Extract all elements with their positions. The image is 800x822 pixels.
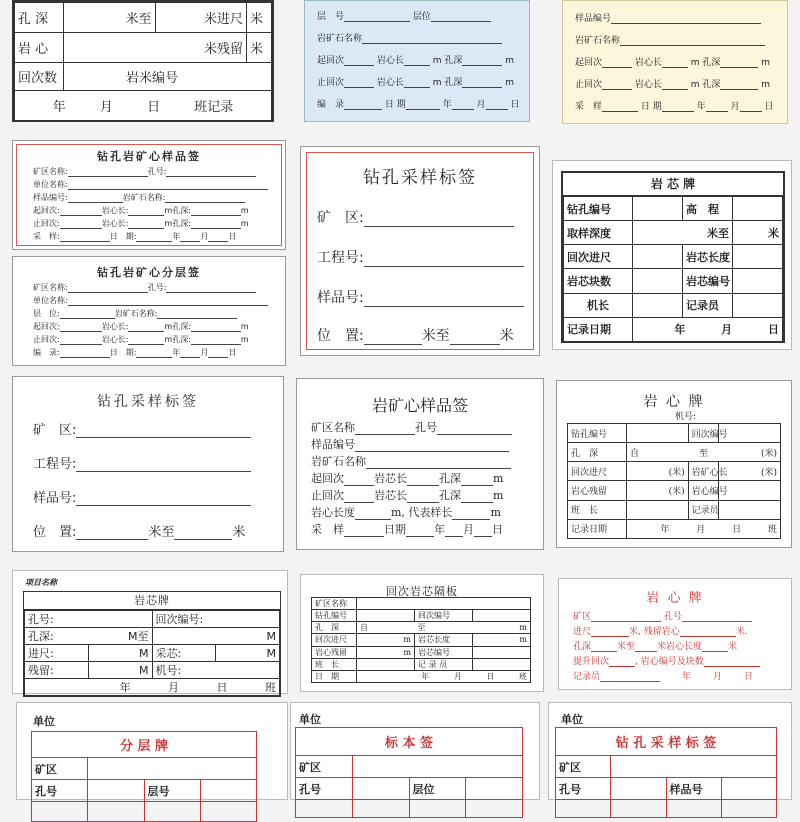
text-meters: (米)	[627, 462, 689, 481]
line-rock-name: 岩矿石名称	[575, 33, 787, 46]
month: 月	[99, 100, 113, 115]
line-mine-name: 矿区名称: 孔号:	[33, 282, 285, 293]
text-m-to: 米至	[633, 221, 733, 245]
label-core-number: 岩米编号	[64, 63, 272, 91]
label-shift-leader: 班 长	[568, 500, 627, 519]
unit-label: 单位	[561, 713, 583, 726]
card-core-layer-label	[12, 256, 286, 366]
line-sample-number: 样品编号: 岩矿石名称:	[33, 192, 285, 203]
line-end-run: 止回次: 岩心长: m孔深: m	[33, 219, 249, 228]
line-record-date: 编 录 日 期 年 月 日	[317, 100, 520, 110]
line-sample-date: 采 样 日 期 年 月 日	[575, 102, 774, 112]
label-run-footage: 回次进尺	[568, 462, 627, 481]
line-end-run: 止回次 岩心长 m 孔深 m	[317, 78, 515, 88]
label-record-date: 记录日期	[568, 519, 627, 538]
text-m: M	[152, 628, 280, 645]
card-drill-sampling-label	[300, 146, 540, 356]
line-recorder-date: 记录员 年 月 日	[573, 672, 754, 682]
label-recorder: 记录员	[688, 500, 719, 519]
line-rock-name: 岩矿石名称	[317, 31, 529, 44]
card-title: 分 层 牌	[32, 732, 257, 758]
label-hole-number: 钻孔编号	[312, 610, 357, 622]
text-m-footage: 米进尺	[155, 3, 247, 33]
text-to: 至	[415, 622, 473, 634]
label-core-length: 岩芯长度	[683, 245, 733, 269]
line-position: 位 置: 米至 米	[33, 525, 246, 540]
text-m: m	[357, 646, 415, 658]
label-core-number: 岩芯编号	[683, 269, 733, 293]
label-run-footage: 回次进尺	[312, 634, 357, 646]
date-cells: 年 月 日 班	[357, 670, 531, 682]
card-layer-label-blue	[304, 0, 530, 122]
unit-label: 单位	[33, 715, 55, 728]
card-title: 岩 芯 牌	[563, 173, 783, 196]
card-sample-label-yellow	[562, 0, 788, 124]
card-title: 岩矿心样品签	[371, 396, 468, 415]
label-date: 日 期	[312, 670, 357, 682]
label-footage: 进尺:	[25, 645, 89, 662]
label-hole-number: 孔号	[556, 778, 611, 800]
line-mine-name: 矿区名称: 孔号:	[33, 166, 285, 177]
line-start-run: 起回次 岩芯长 孔深 m	[311, 472, 504, 485]
label-recorder: 记 录 员	[415, 658, 473, 670]
text-m: m	[357, 634, 415, 646]
card-drill-sampling-tag-red	[548, 702, 792, 800]
text-meters: (米)	[719, 462, 781, 481]
card-title: 钻 孔 采 样 标 签	[556, 728, 777, 756]
line-unit-name: 单位名称:	[33, 179, 285, 190]
line-project-number: 工程号:	[33, 453, 283, 472]
card-title: 钻孔岩矿心分层签	[97, 266, 201, 279]
text-from: 自	[627, 443, 658, 462]
line-start-run: 起回次 岩心长 m 孔深 m	[317, 56, 515, 66]
card-core-record	[12, 0, 274, 122]
card-title: 钻孔采样标签	[363, 168, 477, 188]
label-machine-number: 机号:	[152, 662, 280, 679]
label-elevation: 高 程	[683, 197, 733, 221]
text-m: m	[473, 634, 531, 646]
line-lift-run: 提升回次 , 岩心编号及块数	[573, 654, 791, 667]
label-core-number: 岩心编号	[688, 481, 719, 500]
line-sample-number: 样品号:	[33, 487, 283, 506]
label-hole-number: 钻孔编号	[568, 424, 627, 443]
label-run-number: 回次编号:	[152, 611, 280, 628]
label-shift-leader: 班 长	[312, 658, 357, 670]
card-core-tag-red	[558, 578, 792, 690]
date-line: 年 月 日 班	[25, 679, 280, 696]
card-run-core-divider	[300, 574, 544, 692]
label-run-footage: 回次进尺	[564, 245, 633, 269]
label-core-residual: 岩心残留	[312, 646, 357, 658]
label-hole-depth: 孔 深	[312, 622, 357, 634]
label-hole-number: 孔号	[32, 780, 88, 802]
card-title: 钻孔岩矿心样品签	[97, 150, 201, 163]
label-sample-depth: 取样深度	[564, 221, 633, 245]
line-mine-name: 矿区名称 孔号	[311, 419, 543, 435]
card-title: 岩 心 牌	[646, 591, 704, 606]
label-run-number: 回次编号	[415, 610, 473, 622]
line-sample-number: 样品编号	[311, 436, 543, 452]
label-core-pieces: 岩芯块数	[564, 269, 633, 293]
date-cells: 年 月 日 班	[627, 519, 781, 538]
text-from: 自	[357, 622, 415, 634]
card-title: 岩 心 牌	[643, 394, 705, 410]
project-name: 项目名称	[25, 578, 57, 587]
label-hole-depth: 孔 深	[568, 443, 627, 462]
line-sample-number: 样品编号	[575, 11, 787, 24]
line-sample-date: 采 样 日期 年 月 日	[311, 523, 503, 536]
line-sample-number: 样品号:	[317, 287, 539, 307]
text-m: m	[473, 622, 531, 634]
line-mine: 矿 区:	[317, 207, 539, 227]
card-title: 钻孔采样标签	[97, 394, 199, 410]
line-sample-date: 采 样: 日 期: 年 月 日	[33, 232, 237, 241]
label-layer-number: 层号	[144, 780, 200, 802]
year: 年	[52, 100, 66, 115]
card-title: 回次岩芯隔板	[386, 585, 458, 598]
line-start-run: 起回次: 岩心长: m孔深: m	[33, 206, 249, 215]
card-core-sample-label	[12, 140, 286, 250]
label-core-length: 岩矿心长	[688, 462, 719, 481]
label-core-number: 岩芯编号	[415, 646, 473, 658]
label-core: 岩 心	[15, 33, 64, 63]
line-mine: 矿 区:	[33, 419, 283, 438]
label-captain: 机长	[564, 293, 633, 317]
line-end-run: 止回次 岩心长 m 孔深 m	[575, 80, 771, 90]
label-core-length: 岩芯长度	[415, 634, 473, 646]
label-core-residual: 岩心残留	[568, 481, 627, 500]
day: 日	[147, 100, 161, 115]
line-end-run: 止回次: 岩心长: m孔深: m	[33, 335, 249, 344]
text-m: M	[88, 645, 152, 662]
card-core-tag	[552, 160, 792, 350]
label-sample-number: 样品号	[666, 778, 721, 800]
line-unit-name: 单位名称:	[33, 295, 285, 306]
label-run-number: 回次编号	[688, 424, 719, 443]
label-record-date: 记录日期	[564, 317, 633, 341]
line-hole-depth: 孔深 米至 米岩心长度 米	[573, 642, 738, 652]
text-m: 米	[247, 33, 272, 63]
text-m-to: 米至	[64, 3, 156, 33]
line-hole-depth: 孔深: M至	[25, 628, 153, 645]
card-core-tag-handwritten	[12, 570, 288, 694]
line-layer: 层 位: 岩矿石名称:	[33, 308, 285, 319]
line-project-number: 工程号:	[317, 247, 539, 267]
label-mine-name: 矿区名称	[312, 598, 357, 610]
label-core-taken: 采芯:	[152, 645, 216, 662]
line-record-date: 编 录: 日 期: 年 月 日	[33, 348, 237, 357]
line-start-run: 起回次 岩心长 m 孔深 m	[575, 58, 771, 68]
machine-number: 机号:	[675, 412, 697, 422]
line-start-run: 起回次: 岩心长: m孔深: m	[33, 322, 249, 331]
unit-label: 单位	[299, 713, 321, 726]
label-run-count: 回次数	[15, 63, 64, 91]
line-core-length: 岩心长度 m, 代表样长 m	[311, 506, 501, 519]
text-meters: (米)	[750, 443, 781, 462]
card-core-tag-serif	[556, 380, 792, 548]
label-residual: 残留:	[25, 662, 89, 679]
card-specimen-tag-red	[290, 702, 540, 800]
label-recorder: 记录员	[683, 293, 733, 317]
label-hole-number: 孔号:	[25, 611, 153, 628]
label-hole-depth: 孔 深	[15, 3, 64, 33]
label-mine: 矿区	[296, 756, 353, 778]
label-mine: 矿区	[556, 756, 611, 778]
text-m: M	[88, 662, 152, 679]
line-end-run: 止回次 岩芯长 孔深 m	[311, 489, 504, 502]
label-mine: 矿区	[32, 758, 88, 780]
date-line	[15, 91, 272, 121]
text-meters: (米)	[627, 481, 689, 500]
shift-record: 班记录	[194, 100, 234, 115]
card-title: 岩芯牌	[24, 592, 280, 610]
line-mine: 矿区 孔号	[573, 609, 791, 622]
card-drill-sampling-label-2	[12, 376, 284, 552]
text-to: 至	[657, 443, 749, 462]
line-rock-name: 岩矿石名称	[311, 453, 543, 469]
text-m-residual: 米残留	[64, 33, 247, 63]
text-m: 米	[247, 3, 272, 33]
date-cells: 年 月 日	[633, 317, 783, 341]
label-hole-number: 孔号	[296, 778, 353, 800]
text-m: M	[216, 645, 280, 662]
line-position: 位 置: 米至 米	[317, 328, 514, 344]
text-m: 米	[733, 221, 783, 245]
line-footage: 进尺 米, 残留岩心 米.	[573, 627, 748, 637]
label-layer: 层位	[409, 778, 466, 800]
card-title: 标 本 签	[296, 728, 523, 756]
card-layer-tag-red	[16, 702, 288, 800]
label-hole-number: 钻孔编号	[564, 197, 633, 221]
card-rock-core-sample-label	[296, 378, 544, 550]
line-layer: 层 号 层位	[317, 9, 529, 22]
